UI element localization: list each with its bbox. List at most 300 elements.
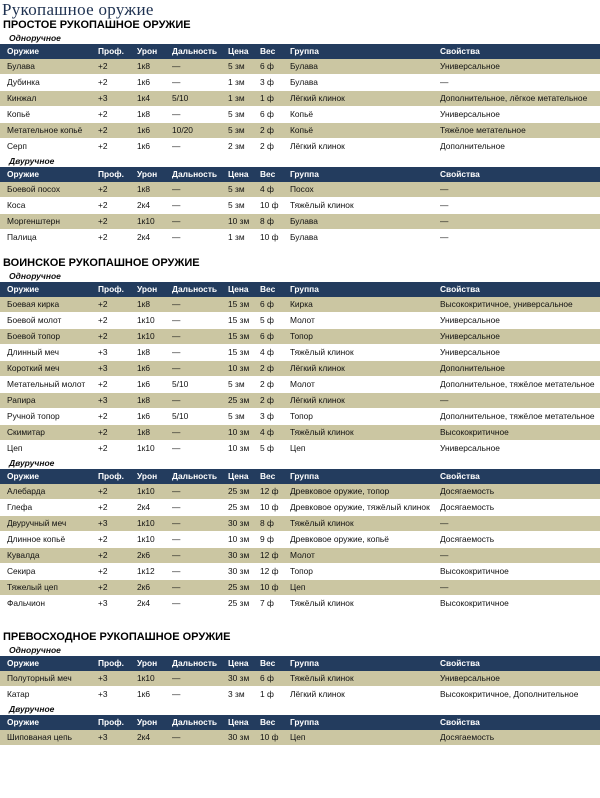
cell-price: 5 зм [228,184,245,194]
cell-range: — [172,109,181,119]
cell-weight: 6 ф [260,331,274,341]
cell-prof: +2 [98,443,108,453]
header-properties: Свойства [440,658,480,668]
header-group: Группа [290,658,319,668]
cell-group: Тяжёлый клинок [290,518,354,528]
cell-weapon: Тяжелый цеп [7,582,58,592]
cell-weight: 8 ф [260,216,274,226]
cell-prof: +3 [98,518,108,528]
cell-price: 30 зм [228,566,250,576]
table-row [0,548,600,563]
cell-weight: 5 ф [260,315,274,325]
cell-group: Тяжёлый клинок [290,673,354,683]
header-weapon: Оружие [7,46,40,56]
table-row [0,344,600,361]
cell-range: — [172,427,181,437]
cell-damage: 1к8 [137,61,150,71]
cell-price: 25 зм [228,486,250,496]
table-row [0,671,600,686]
header-weapon: Оружие [7,658,40,668]
cell-range: — [172,141,181,151]
cell-group: Древковое оружие, копьё [290,534,389,544]
cell-damage: 2к4 [137,502,150,512]
header-group: Группа [290,471,319,481]
cell-group: Лёгкий клинок [290,93,345,103]
cell-weapon: Шипованая цепь [7,732,72,742]
table-row [0,123,600,138]
table-row [0,499,600,516]
cell-group: Цеп [290,443,306,453]
table-row [0,563,600,580]
header-weight: Вес [260,46,276,56]
cell-range: — [172,582,181,592]
cell-price: 30 зм [228,550,250,560]
cell-damage: 1к4 [137,93,150,103]
cell-weapon: Длинное копьё [7,534,66,544]
cell-prof: +2 [98,200,108,210]
cell-prof: +3 [98,93,108,103]
cell-range: — [172,299,181,309]
cell-properties: Универсальное [440,347,500,357]
cell-weight: 10 ф [260,582,279,592]
cell-range: — [172,486,181,496]
cell-weight: 6 ф [260,109,274,119]
table-row [0,312,600,329]
cell-properties: — [440,395,449,405]
cell-prof: +2 [98,502,108,512]
cell-price: 30 зм [228,732,250,742]
cell-prof: +2 [98,534,108,544]
group-label: Одноручное [9,33,61,43]
cell-range: — [172,363,181,373]
cell-prof: +3 [98,673,108,683]
cell-price: 5 зм [228,109,245,119]
cell-price: 10 зм [228,363,250,373]
cell-range: 10/20 [172,125,193,135]
cell-properties: Дополнительное, тяжёлое метательное [440,379,595,389]
cell-prof: +2 [98,216,108,226]
table-row [0,376,600,393]
cell-prof: +2 [98,411,108,421]
cell-properties: Универсальное [440,443,500,453]
cell-weight: 10 ф [260,232,279,242]
cell-damage: 1к10 [137,534,155,544]
cell-properties: — [440,232,449,242]
group-label: Одноручное [9,271,61,281]
cell-range: — [172,502,181,512]
header-range: Дальность [172,658,218,668]
cell-group: Кирка [290,299,313,309]
header-price: Цена [228,717,249,727]
header-group: Группа [290,46,319,56]
table-header [0,282,600,297]
cell-price: 10 зм [228,443,250,453]
cell-damage: 2к4 [137,732,150,742]
header-range: Дальность [172,284,218,294]
cell-damage: 2к6 [137,582,150,592]
header-price: Цена [228,284,249,294]
cell-range: — [172,534,181,544]
cell-weapon: Моргенштерн [7,216,60,226]
cell-range: — [172,331,181,341]
cell-prof: +2 [98,566,108,576]
cell-group: Цеп [290,732,306,742]
header-damage: Урон [137,284,158,294]
header-damage: Урон [137,46,158,56]
table-header [0,167,600,182]
cell-weight: 5 ф [260,443,274,453]
cell-price: 5 зм [228,200,245,210]
cell-group: Молот [290,550,315,560]
cell-damage: 1к10 [137,673,155,683]
cell-weight: 4 ф [260,347,274,357]
cell-damage: 2к4 [137,200,150,210]
cell-range: — [172,443,181,453]
cell-properties: Досягаемость [440,534,495,544]
header-damage: Урон [137,717,158,727]
cell-prof: +2 [98,184,108,194]
cell-weight: 1 ф [260,93,274,103]
cell-prof: +2 [98,125,108,135]
cell-weight: 6 ф [260,61,274,71]
cell-properties: Досягаемость [440,732,495,742]
cell-weapon: Боевой посох [7,184,61,194]
table-row [0,361,600,376]
cell-price: 10 зм [228,534,250,544]
cell-prof: +3 [98,598,108,608]
cell-weight: 6 ф [260,299,274,309]
cell-weapon: Дубинка [7,77,40,87]
cell-range: — [172,732,181,742]
cell-price: 15 зм [228,331,250,341]
cell-price: 2 зм [228,141,245,151]
cell-damage: 1к8 [137,347,150,357]
cell-damage: 1к6 [137,379,150,389]
table-row [0,329,600,344]
cell-prof: +2 [98,331,108,341]
header-range: Дальность [172,169,218,179]
cell-range: — [172,550,181,560]
cell-prof: +2 [98,427,108,437]
cell-damage: 1к6 [137,363,150,373]
cell-group: Тяжёлый клинок [290,598,354,608]
cell-damage: 1к6 [137,689,150,699]
section-title: ПРОСТОЕ РУКОПАШНОЕ ОРУЖИЕ [3,19,191,31]
cell-range: — [172,395,181,405]
table-header [0,656,600,671]
cell-properties: Универсальное [440,673,500,683]
cell-price: 25 зм [228,582,250,592]
table-row [0,59,600,74]
cell-properties: — [440,200,449,210]
header-group: Группа [290,284,319,294]
table-row [0,686,600,703]
cell-properties: Дополнительное, тяжёлое метательное [440,411,595,421]
cell-price: 25 зм [228,502,250,512]
weapons-tables [0,18,600,745]
cell-range: — [172,200,181,210]
cell-weight: 3 ф [260,77,274,87]
header-prof: Проф. [98,46,124,56]
cell-price: 25 зм [228,395,250,405]
cell-weapon: Фальчион [7,598,46,608]
section-gap [0,612,600,630]
cell-damage: 1к10 [137,216,155,226]
cell-weight: 2 ф [260,379,274,389]
cell-group: Топор [290,331,313,341]
cell-price: 15 зм [228,315,250,325]
cell-damage: 1к8 [137,395,150,405]
table-row [0,74,600,91]
cell-properties: Высококритичное, Дополнительное [440,689,579,699]
cell-properties: — [440,518,449,528]
cell-prof: +2 [98,109,108,119]
header-properties: Свойства [440,284,480,294]
header-weapon: Оружие [7,169,40,179]
cell-price: 3 зм [228,689,245,699]
group-label: Двуручное [9,704,55,714]
cell-properties: Универсальное [440,109,500,119]
cell-prof: +2 [98,61,108,71]
cell-weight: 1 ф [260,689,274,699]
cell-group: Тяжёлый клинок [290,200,354,210]
cell-properties: — [440,77,449,87]
cell-weapon: Коса [7,200,26,210]
cell-weapon: Боевая кирка [7,299,60,309]
header-price: Цена [228,471,249,481]
cell-range: — [172,232,181,242]
table-row [0,516,600,531]
cell-weapon: Алебарда [7,486,46,496]
cell-damage: 1к12 [137,566,155,576]
cell-prof: +3 [98,732,108,742]
header-range: Дальность [172,46,218,56]
table-row [0,440,600,457]
header-properties: Свойства [440,471,480,481]
header-prof: Проф. [98,658,124,668]
group-label: Двуручное [9,156,55,166]
cell-group: Тяжёлый клинок [290,347,354,357]
cell-group: Посох [290,184,314,194]
cell-range: — [172,347,181,357]
cell-weapon: Глефа [7,502,33,512]
table-row [0,182,600,197]
cell-prof: +3 [98,395,108,405]
cell-weight: 12 ф [260,550,279,560]
header-weapon: Оружие [7,284,40,294]
cell-price: 25 зм [228,598,250,608]
cell-prof: +2 [98,141,108,151]
cell-range: — [172,61,181,71]
cell-weapon: Секира [7,566,36,576]
cell-weapon: Короткий меч [7,363,60,373]
cell-price: 1 зм [228,232,245,242]
cell-price: 30 зм [228,518,250,528]
table-row [0,408,600,425]
cell-weapon: Копьё [7,109,31,119]
cell-weapon: Кинжал [7,93,37,103]
cell-price: 30 зм [228,673,250,683]
header-range: Дальность [172,471,218,481]
cell-properties: Досягаемость [440,486,495,496]
cell-weight: 7 ф [260,598,274,608]
cell-weight: 2 ф [260,395,274,405]
header-prof: Проф. [98,169,124,179]
cell-damage: 1к6 [137,141,150,151]
cell-group: Лёгкий клинок [290,689,345,699]
cell-damage: 1к8 [137,184,150,194]
header-properties: Свойства [440,46,480,56]
cell-properties: Высококритичное [440,598,509,608]
cell-range: — [172,598,181,608]
header-prof: Проф. [98,717,124,727]
cell-group: Топор [290,566,313,576]
cell-weapon: Кувалда [7,550,40,560]
cell-damage: 1к10 [137,443,155,453]
table-row [0,91,600,106]
cell-damage: 2к4 [137,232,150,242]
cell-range: 5/10 [172,379,189,389]
cell-weapon: Булава [7,61,35,71]
cell-damage: 1к6 [137,77,150,87]
group-label: Двуручное [9,458,55,468]
section-title: ВОИНСКОЕ РУКОПАШНОЕ ОРУЖИЕ [3,257,200,269]
cell-group: Лёгкий клинок [290,395,345,405]
cell-weapon: Ручной топор [7,411,60,421]
cell-weight: 12 ф [260,486,279,496]
header-price: Цена [228,169,249,179]
cell-range: 5/10 [172,411,189,421]
header-price: Цена [228,658,249,668]
section-title: ПРЕВОСХОДНОЕ РУКОПАШНОЕ ОРУЖИЕ [3,631,231,643]
cell-properties: Высококритичное [440,427,509,437]
header-weight: Вес [260,471,276,481]
table-header [0,715,600,730]
cell-price: 1 зм [228,77,245,87]
cell-weight: 6 ф [260,673,274,683]
cell-weight: 10 ф [260,502,279,512]
cell-weight: 3 ф [260,411,274,421]
cell-range: — [172,566,181,576]
cell-weapon: Длинный меч [7,347,60,357]
cell-price: 15 зм [228,299,250,309]
header-group: Группа [290,169,319,179]
cell-damage: 1к10 [137,518,155,528]
header-weight: Вес [260,284,276,294]
cell-weapon: Рапира [7,395,36,405]
cell-prof: +2 [98,299,108,309]
cell-group: Молот [290,315,315,325]
cell-weight: 8 ф [260,518,274,528]
table-row [0,484,600,499]
header-price: Цена [228,46,249,56]
cell-properties: Дополнительное, лёгкое метательное [440,93,588,103]
table-row [0,197,600,214]
cell-weapon: Боевой топор [7,331,61,341]
cell-weight: 10 ф [260,200,279,210]
cell-damage: 1к8 [137,109,150,119]
cell-group: Лёгкий клинок [290,363,345,373]
cell-properties: Универсальное [440,331,500,341]
cell-weight: 4 ф [260,427,274,437]
cell-group: Булава [290,77,318,87]
cell-weapon: Двуручный меч [7,518,67,528]
cell-price: 10 зм [228,216,250,226]
table-row [0,106,600,123]
cell-price: 15 зм [228,347,250,357]
table-row [0,531,600,548]
cell-prof: +2 [98,550,108,560]
table-row [0,393,600,408]
cell-weight: 2 ф [260,125,274,135]
table-row [0,138,600,155]
cell-properties: Универсальное [440,61,500,71]
cell-damage: 1к6 [137,125,150,135]
table-row [0,425,600,440]
header-weight: Вес [260,169,276,179]
cell-prof: +2 [98,77,108,87]
cell-weapon: Палица [7,232,37,242]
cell-properties: Тяжёлое метательное [440,125,526,135]
cell-properties: — [440,216,449,226]
header-weapon: Оружие [7,717,40,727]
cell-damage: 1к10 [137,486,155,496]
cell-weight: 10 ф [260,732,279,742]
header-weight: Вес [260,717,276,727]
cell-group: Древковое оружие, топор [290,486,390,496]
cell-damage: 1к6 [137,411,150,421]
cell-weapon: Полуторный меч [7,673,72,683]
cell-range: — [172,315,181,325]
cell-prof: +2 [98,232,108,242]
cell-weight: 12 ф [260,566,279,576]
cell-damage: 1к10 [137,331,155,341]
cell-group: Цеп [290,582,306,592]
cell-price: 5 зм [228,411,245,421]
cell-range: — [172,184,181,194]
header-damage: Урон [137,169,158,179]
cell-prof: +3 [98,689,108,699]
page-title: Рукопашное оружие [2,0,154,19]
cell-properties: — [440,550,449,560]
header-damage: Урон [137,471,158,481]
cell-weapon: Серп [7,141,27,151]
cell-range: — [172,216,181,226]
cell-weapon: Скимитар [7,427,45,437]
cell-properties: Дополнительное [440,141,505,151]
cell-prof: +2 [98,379,108,389]
header-range: Дальность [172,717,218,727]
cell-weight: 4 ф [260,184,274,194]
cell-prof: +3 [98,347,108,357]
table-row [0,595,600,612]
cell-price: 10 зм [228,427,250,437]
cell-group: Топор [290,411,313,421]
header-group: Группа [290,717,319,727]
header-properties: Свойства [440,717,480,727]
cell-weight: 2 ф [260,141,274,151]
header-properties: Свойства [440,169,480,179]
cell-price: 5 зм [228,125,245,135]
cell-range: 5/10 [172,93,189,103]
cell-group: Булава [290,232,318,242]
cell-properties: Высококритичное [440,566,509,576]
cell-damage: 1к10 [137,315,155,325]
cell-weapon: Катар [7,689,30,699]
cell-damage: 1к8 [137,299,150,309]
cell-properties: Дополнительное [440,363,505,373]
cell-prof: +3 [98,363,108,373]
